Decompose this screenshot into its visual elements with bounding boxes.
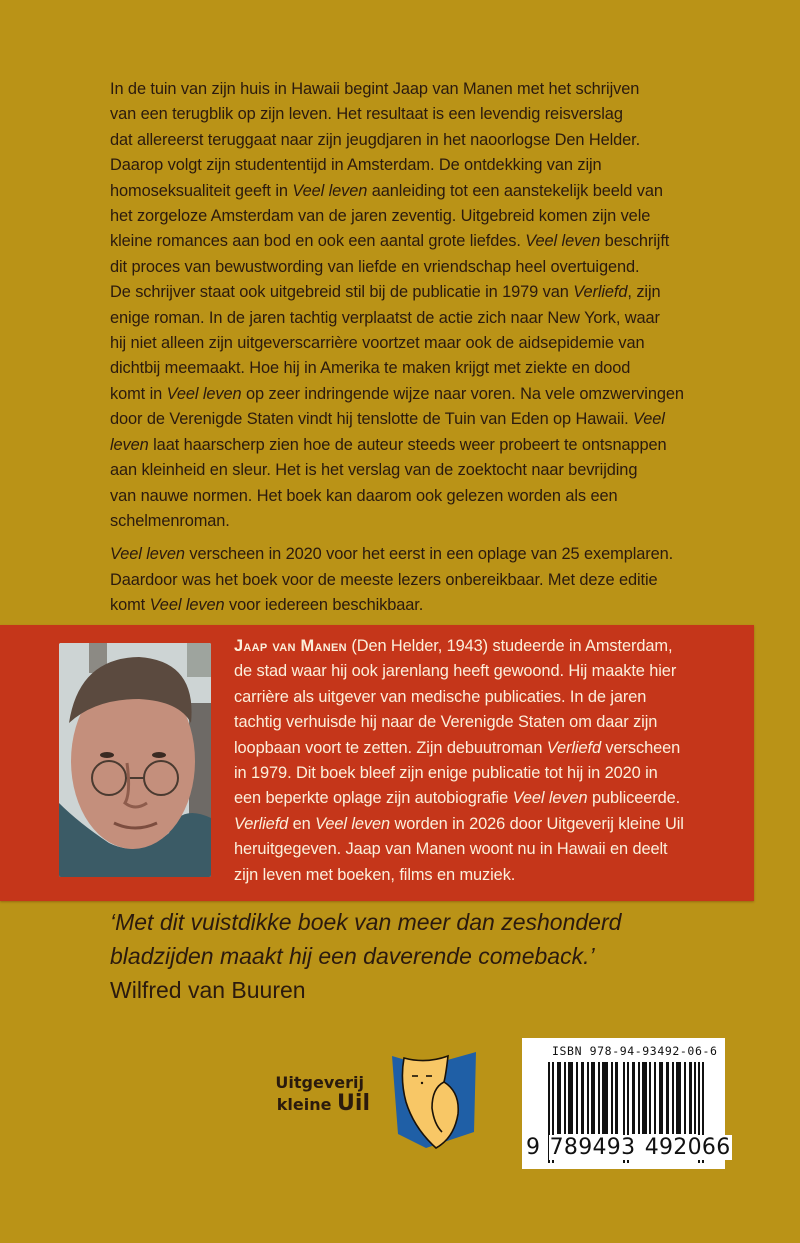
bio-line bbox=[234, 736, 744, 761]
blurb-line: aan kleinheid en sleur. Het is het verslag van de zoektocht naar bevrijding bbox=[110, 461, 638, 480]
book-title: Veel bbox=[633, 410, 665, 429]
text: laat haarscherp zien hoe de auteur steeds weer probeert te ontsnappen bbox=[148, 435, 667, 454]
ean-first-digit: 9 bbox=[526, 1135, 541, 1160]
text: De schrijver staat ook uitgebreid stil bij de publicatie in 1979 van bbox=[110, 283, 574, 302]
bio-line: tachtig verhuisde hij naar de Verenigde Staten om daar zijn bbox=[234, 713, 658, 732]
text: en bbox=[288, 814, 316, 833]
bio-line bbox=[234, 634, 744, 659]
blurb-line: het zorgeloze Amsterdam van de jaren zeventig. Uitgebreid komen zijn vele bbox=[110, 207, 651, 226]
author-portrait-icon bbox=[59, 643, 211, 877]
text: verscheen bbox=[600, 738, 681, 757]
text: Uil bbox=[337, 1091, 370, 1116]
book-title: Verliefd bbox=[573, 283, 628, 302]
text: aanleiding tot een aanstekelijk beeld van bbox=[367, 181, 663, 200]
book-title: Veel leven bbox=[149, 596, 225, 615]
text: , zijn bbox=[627, 283, 661, 302]
blurb-paragraph-2 bbox=[110, 542, 710, 618]
quote-line: bladzijden maakt hij een daverende comeback.’ bbox=[110, 943, 595, 969]
blurb-line: schelmenroman. bbox=[110, 511, 230, 530]
blurb-paragraph-1 bbox=[110, 77, 710, 534]
blurb-line bbox=[110, 593, 710, 618]
text: worden in 2026 door Uitgeverij kleine Uil bbox=[390, 814, 684, 833]
text: door de Verenigde Staten vindt hij tenslotte de Tuin van Eden op Hawaii. bbox=[110, 410, 634, 429]
text: homoseksualiteit geeft in bbox=[110, 181, 293, 200]
owl-book-icon bbox=[390, 1048, 478, 1152]
bio-line: zijn leven met boeken, films en muziek. bbox=[234, 865, 516, 884]
bio-line bbox=[234, 812, 744, 837]
publisher-line-1: Uitgeverij bbox=[275, 1073, 364, 1092]
text: kleine bbox=[276, 1095, 338, 1114]
text: beschrijft bbox=[600, 232, 670, 251]
blurb-line bbox=[110, 280, 710, 305]
ean-group-1: 789493 bbox=[549, 1135, 636, 1160]
book-title: Verliefd bbox=[546, 738, 601, 757]
blurb-line bbox=[110, 542, 710, 567]
review-quote bbox=[110, 905, 670, 1007]
quote-author: Wilfred van Buuren bbox=[110, 977, 306, 1003]
author-name: Jaap van Manen bbox=[234, 637, 347, 655]
blurb-line: van nauwe normen. Het boek kan daarom ook gelezen worden als een bbox=[110, 486, 618, 505]
blurb-line: dit proces van bewustwording van liefde en vriendschap heel overtuigend. bbox=[110, 257, 640, 276]
quote-line: ‘Met dit vuistdikke boek van meer dan zeshonderd bbox=[110, 909, 622, 935]
text: een beperkte oplage zijn autobiografie bbox=[234, 789, 513, 808]
blurb-line bbox=[110, 433, 710, 458]
author-bio bbox=[234, 634, 744, 888]
text: publiceerde. bbox=[587, 789, 681, 808]
isbn-label: ISBN 978-94-93492-06-6 bbox=[552, 1044, 718, 1058]
ean-digits bbox=[525, 1135, 732, 1160]
publisher-line-2 bbox=[255, 1092, 370, 1117]
isbn-barcode bbox=[522, 1038, 731, 1169]
blurb-line: dichtbij meemaakt. Hoe hij in Amerika te maken krijgt met ziekte en dood bbox=[110, 359, 631, 378]
text: voor iedereen beschikbaar. bbox=[224, 596, 424, 615]
book-title: Veel leven bbox=[315, 814, 391, 833]
text: verscheen in 2020 voor het eerst in een oplage van 25 exemplaren. bbox=[184, 545, 674, 564]
bio-line: in 1979. Dit boek bleef zijn enige publicatie tot hij in 2020 in bbox=[234, 764, 658, 783]
ean-group-2: 492066 bbox=[644, 1135, 731, 1160]
blurb-line: hij niet alleen zijn uitgeverscarrière voortzet maar ook de aidsepidemie van bbox=[110, 334, 645, 353]
publisher-wordmark bbox=[255, 1073, 370, 1117]
bio-line bbox=[234, 786, 744, 811]
blurb-line bbox=[110, 407, 710, 432]
text: (Den Helder, 1943) studeerde in Amsterdam, bbox=[346, 637, 673, 655]
text: loopbaan voort te zetten. Zijn debuutroman bbox=[234, 738, 547, 757]
book-title: Veel leven bbox=[292, 181, 368, 200]
book-title: Veel leven bbox=[166, 384, 242, 403]
blurb-line: In de tuin van zijn huis in Hawaii begint Jaap van Manen met het schrijven bbox=[110, 80, 640, 98]
bio-line: de stad waar hij ook jarenlang heeft gewoond. Hij maakte hier bbox=[234, 662, 677, 681]
blurb-line bbox=[110, 382, 710, 407]
text: komt bbox=[110, 596, 150, 615]
blurb-line: dat allereerst teruggaat naar zijn jeugdjaren in het naoorlogse Den Helder. bbox=[110, 130, 641, 149]
blurb-line bbox=[110, 229, 710, 254]
blurb-line: enige roman. In de jaren tachtig verplaatst de actie zich naar New York, waar bbox=[110, 308, 660, 327]
book-title: Verliefd bbox=[234, 814, 289, 833]
book-title: Veel leven bbox=[525, 232, 601, 251]
book-title: Veel leven bbox=[512, 789, 588, 808]
back-cover-blurb bbox=[110, 77, 710, 627]
text: kleine romances aan bod en ook een aantal grote liefdes. bbox=[110, 232, 526, 251]
blurb-line: Daarop volgt zijn studententijd in Amsterdam. De ontdekking van zijn bbox=[110, 156, 602, 175]
book-title: Veel leven bbox=[110, 545, 185, 564]
text: op zeer indringende wijze naar voren. Na vele omzwervingen bbox=[241, 384, 684, 403]
book-title: leven bbox=[110, 435, 149, 454]
bio-line: carrière als uitgever van medische publicaties. In de jaren bbox=[234, 687, 647, 706]
bio-line: heruitgegeven. Jaap van Manen woont nu in Hawaii en deelt bbox=[234, 840, 668, 859]
blurb-line: Daardoor was het boek voor de meeste lezers onbereikbaar. Met deze editie bbox=[110, 570, 658, 589]
blurb-line: van een terugblik op zijn leven. Het resultaat is een levendig reisverslag bbox=[110, 105, 623, 124]
text: komt in bbox=[110, 384, 167, 403]
blurb-line bbox=[110, 179, 710, 204]
author-photo bbox=[59, 643, 211, 877]
